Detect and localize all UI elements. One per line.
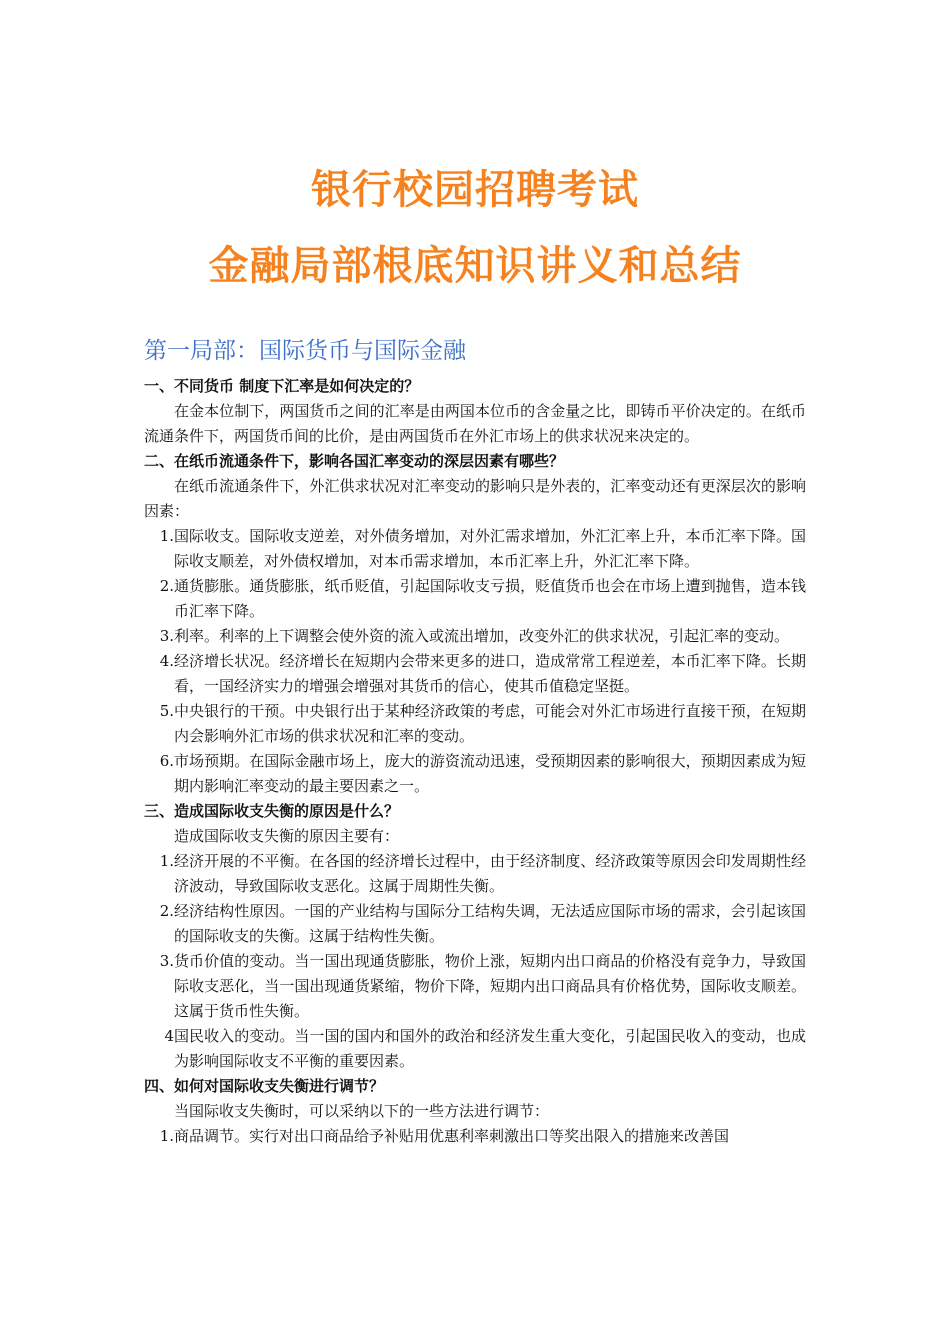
list-item — [144, 1124, 806, 1149]
question-3-intro: 造成国际收支失衡的原因主要有： — [174, 827, 400, 845]
document-body — [144, 334, 806, 1149]
list-item-number: 1. — [159, 852, 174, 870]
list-item-number: 1. — [159, 1127, 174, 1145]
list-item-text: 国民收入的变动。当一国的国内和国外的政治和经济发生重大变化，引起国民收入的变动，也成为影响国际收支不平衡的重要因素。 — [174, 1027, 806, 1070]
list-item — [144, 899, 806, 949]
question-3-heading: 三、造成国际收支失衡的原因是什么？ — [144, 802, 400, 820]
list-item-text: 国际收支。国际收支逆差，对外债务增加，对外汇需求增加，外汇汇率上升，本币汇率下降。国际收支顺差，对外债权增加，对本币需求增加，本币汇率上升，外汇汇率下降。 — [174, 527, 806, 570]
list-item-number: 1. — [159, 527, 174, 545]
list-item-text: 利率。利率的上下调整会使外资的流入或流出增加，改变外汇的供求状况，引起汇率的变动。 — [174, 627, 790, 645]
question-2-intro: 在纸币流通条件下，外汇供求状况对汇率变动的影响只是外表的，汇率变动还有更深层次的影响因素： — [144, 477, 806, 520]
list-item-number: 2. — [159, 577, 174, 595]
list-item-number: 4. — [159, 652, 174, 670]
list-item — [144, 849, 806, 899]
list-item — [144, 749, 806, 799]
list-item — [144, 524, 806, 574]
list-item-text: 中央银行的干预。中央银行出于某种经济政策的考虑，可能会对外汇市场进行直接干预，在短期内会影响外汇市场的供求状况和汇率的变动。 — [174, 702, 806, 745]
question-2-heading: 二、在纸币流通条件下，影响各国汇率变动的深层因素有哪些？ — [144, 452, 565, 470]
list-item-number: 6. — [159, 752, 174, 770]
list-item — [144, 699, 806, 749]
question-4-intro: 当国际收支失衡时，可以采纳以下的一些方法进行调节： — [174, 1102, 550, 1120]
list-item-number: 4 — [164, 1027, 174, 1045]
list-item — [144, 649, 806, 699]
list-item-number: 5. — [159, 702, 174, 720]
list-item-text: 市场预期。在国际金融市场上，庞大的游资流动迅速，受预期因素的影响很大，预期因素成为短期内影响汇率变动的最主要因素之一。 — [174, 752, 806, 795]
list-item — [144, 949, 806, 1024]
list-item — [144, 574, 806, 624]
question-1-heading: 一、不同货币 制度下汇率是如何决定的？ — [144, 377, 420, 395]
section-heading: 第一局部：国际货币与国际金融 — [144, 338, 466, 364]
list-item-number: 3. — [159, 952, 174, 970]
question-4-list — [144, 1124, 806, 1149]
list-item-text: 商品调节。实行对出口商品给予补贴用优惠利率刺激出口等奖出限入的措施来改善国 — [174, 1127, 730, 1145]
list-item — [144, 1024, 806, 1074]
list-item-text: 经济开展的不平衡。在各国的经济增长过程中，由于经济制度、经济政策等原因会印发周期性经济波动，导致国际收支恶化。这属于周期性失衡。 — [174, 852, 806, 895]
list-item — [144, 624, 806, 649]
document-title-line-2: 金融局部根底知识讲义和总结 — [208, 243, 742, 289]
question-2-list — [144, 524, 806, 799]
list-item-text: 经济结构性原因。一国的产业结构与国际分工结构失调，无法适应国际市场的需求，会引起该国的国际收支的失衡。这属于结构性失衡。 — [174, 902, 806, 945]
question-3-list — [144, 849, 806, 1074]
list-item-text: 货币价值的变动。当一国出现通货膨胀，物价上涨，短期内出口商品的价格没有竞争力，导致国际收支恶化，当一国出现通货紧缩，物价下降，短期内出口商品具有价格优势，国际收支顺差。这属于货币性失衡。 — [174, 952, 806, 1020]
question-1-paragraph: 在金本位制下，两国货币之间的汇率是由两国本位币的含金量之比，即铸币平价决定的。在纸币流通条件下，两国货币间的比价，是由两国货币在外汇市场上的供求状况来决定的。 — [144, 402, 806, 445]
list-item-number: 2. — [159, 902, 174, 920]
list-item-text: 经济增长状况。经济增长在短期内会带来更多的进口，造成常常工程逆差，本币汇率下降。长期看，一国经济实力的增强会增强对其货币的信心，使其币值稳定坚挺。 — [174, 652, 806, 695]
document-title-line-1: 银行校园招聘考试 — [311, 167, 639, 213]
list-item-number: 3. — [159, 627, 174, 645]
list-item-text: 通货膨胀。通货膨胀，纸币贬值，引起国际收支亏损，贬值货币也会在市场上遭到抛售，造本钱币汇率下降。 — [174, 577, 806, 620]
question-4-heading: 四、如何对国际收支失衡进行调节？ — [144, 1077, 385, 1095]
